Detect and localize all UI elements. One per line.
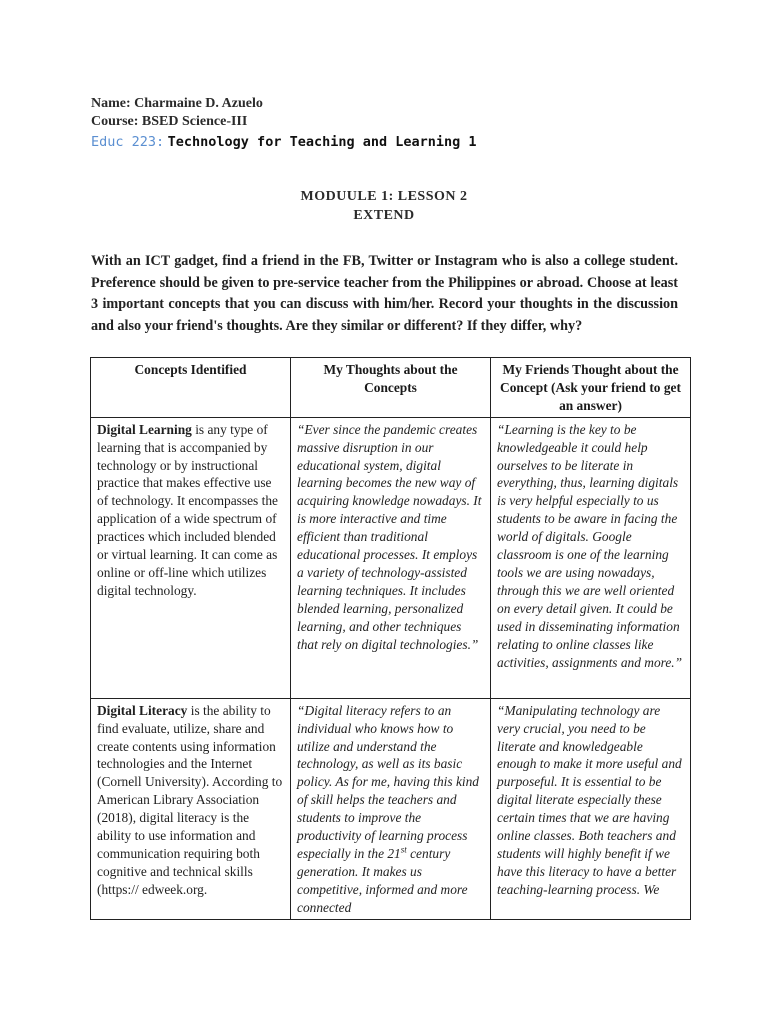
concept-term: Digital Learning: [97, 421, 192, 437]
concept-cell: [91, 417, 291, 698]
concepts-table: [90, 357, 691, 920]
concept-definition: is the ability to find evaluate, utilize, share and create contents using information technologies and the Internet (Cornell University). According to American Library Association (2018), digital literacy is the ability to use information and communication requiring both cognitive and technical skills (https:// edweek.org.: [97, 702, 283, 897]
ordinal-suffix: st: [400, 844, 407, 855]
student-name: Name: Charmaine D. Azuelo: [91, 96, 263, 111]
my-thoughts-text-cont: century generation. It makes us competitive, informed and more connected: [297, 845, 468, 915]
concept-cell: [91, 698, 291, 919]
table-row: [91, 698, 691, 919]
student-course: Course: BSED Science-III: [91, 114, 248, 129]
module-title: MODUULE 1: LESSON 2: [300, 189, 468, 204]
my-thoughts-cell: [291, 698, 491, 919]
module-heading: [0, 187, 768, 225]
subject-title: Technology for Teaching and Learning 1: [167, 134, 477, 150]
friend-thoughts-cell: “Manipulating technology are very crucial, you need to be literate and knowledgeable enough to make it more useful and purposeful. It is essential to be digital literate especially these certain times that we are having online classes. Both teachers and students will highly benefit if we have this literacy to have a better teaching-learning process. We: [491, 698, 691, 919]
concept-definition: is any type of learning that is accompanied by technology or by instructional practice that makes effective use of technology. It encompasses the application of a wide spectrum of practices which included blended or virtual learning. It can come as online or off-line which utilizes digital technology.: [97, 421, 278, 598]
subject-line: [91, 134, 477, 151]
friend-thoughts-cell: “Learning is the key to be knowledgeable it could help ourselves to be literate in everything, thus, learning digitals is very helpful especially to us students to be aware in facing the world of digitals. Google classroom is one of the learning tools we are using nowadays, through this we are well oriented on every detail given. It could be used in disseminating information relating to online classes like activities, assignments and more.”: [491, 417, 691, 698]
concept-term: Digital Literacy: [97, 702, 188, 718]
my-thoughts-cell: “Ever since the pandemic creates massive disruption in our educational system, digital learning becomes the new way of acquiring knowledge nowadays. It is more interactive and time efficient than traditional educational processes. It employs a variety of technology-assisted learning techniques. It includes blended learning, personalized learning, and other techniques that rely on digital technologies.”: [291, 417, 491, 698]
student-info: [91, 95, 263, 131]
my-thoughts-text: “Digital literacy refers to an individual who knows how to utilize and understand the technology, as well as its basic policy. As for me, having this kind of skill helps the teachers and students to improve the productivity of learning process especially in the 21: [297, 702, 479, 861]
column-header-friend-thoughts: My Friends Thought about the Concept (Ask your friend to get an answer): [491, 358, 691, 418]
instructions-paragraph: With an ICT gadget, find a friend in the FB, Twitter or Instagram who is also a college student. Preference should be given to pre-service teacher from the Philippines or abroad. Choose at least 3 important concepts that you can discuss with him/her. Record your thoughts in the discussion and also your friend's thoughts. Are they similar or different? If they differ, why?: [91, 253, 678, 334]
table-header-row: [91, 358, 691, 418]
module-subtitle: EXTEND: [353, 208, 415, 223]
table-row: [91, 417, 691, 698]
subject-code: Educ 223:: [91, 134, 165, 150]
column-header-concepts: Concepts Identified: [91, 358, 291, 418]
column-header-my-thoughts: My Thoughts about the Concepts: [291, 358, 491, 418]
